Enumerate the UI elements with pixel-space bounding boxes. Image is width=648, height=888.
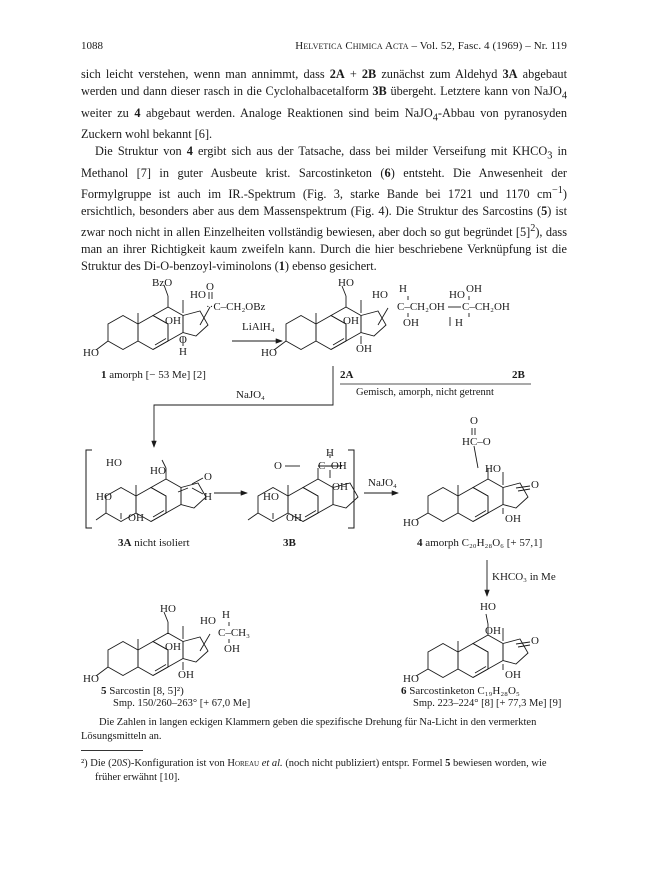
compound-3b-structure	[248, 447, 358, 549]
label: OH	[286, 512, 302, 524]
compound-ref: 3B	[372, 84, 387, 99]
compound-1-caption: 1 amorph [− 53 Me] [2]	[101, 369, 206, 381]
reagent-label: KHCO₃ in Me	[492, 571, 556, 583]
compound-5-melting-point: Smp. 150/260–263° [+ 67,0 Me]	[113, 698, 251, 709]
label: BzO	[152, 277, 173, 289]
label: H	[179, 346, 187, 358]
text-run: Die Struktur von	[95, 144, 187, 159]
label: H	[204, 491, 212, 503]
reagent-label: NaJO₄	[236, 389, 265, 401]
label: C–CH₂OH	[462, 301, 510, 313]
label: OH	[224, 643, 240, 655]
mixture-2a-2b	[333, 366, 531, 398]
superscript: −1	[551, 184, 563, 196]
compound-2b-structure	[448, 283, 510, 329]
text-run: ) ist zwar noch nicht in allen Einzelheiten vollständig bewiesen, aber doch so gut begründet [5]	[81, 204, 567, 240]
compound-3a-caption: 3A nicht isoliert	[118, 537, 190, 549]
label: OH	[403, 317, 419, 329]
text-run: weiter zu	[81, 105, 135, 120]
label: HO	[263, 491, 279, 503]
arrow-najo4-1	[154, 389, 333, 447]
label: OH	[178, 669, 194, 681]
text-run: abgebaut werden. Analoge Reaktionen sind beim NaJO	[140, 105, 433, 120]
label: C–CH₂OH	[397, 301, 445, 313]
arrow-khco3	[487, 560, 556, 596]
label: HO	[106, 457, 122, 469]
subscript: 3	[547, 150, 553, 162]
label: O	[274, 460, 282, 472]
compound-ref: 4	[186, 144, 193, 159]
footnote-rule	[81, 750, 143, 751]
text-run: in Methanol [7] in guter Ausbeute krist. Sarcostinketon (	[81, 144, 568, 180]
compound-6-melting-point: Smp. 223–224° [8] [+ 77,3 Me] [9]	[413, 698, 562, 709]
compound-5-structure	[83, 603, 250, 709]
label: HO	[83, 347, 99, 359]
compound-4-caption: 4 amorph C₂₀H₂₈O₆ [+ 57,1]	[417, 537, 543, 549]
compound-ref: 2A	[329, 67, 345, 81]
text-run: ) entsteht. Die Anwesenheit der Formylgruppe ist auch im IR.-Spektrum (Fig. 3, starke Bande bei 1721 und 1170 cm	[81, 165, 567, 202]
compound-6-structure	[401, 601, 561, 709]
text-run: ergibt sich aus der Tatsache, dass bei milder Verseifung mit KHCO	[192, 144, 548, 159]
text-run: sich leicht verstehen, wenn man annimmt, dass	[81, 67, 330, 81]
label: OH	[165, 315, 181, 327]
label: OH	[356, 343, 372, 355]
text-run: -Abbau von pyranosyden Zuckern wohl bekannt [6].	[81, 105, 568, 142]
label: O	[179, 334, 187, 346]
arrow-lialh4	[232, 321, 282, 341]
text-run: ), dass man an ihrer Richtigkeit kaum zweifeln kann. Durch die hier beschriebene Verknüpfung ist die Struktur des Di-O-benzoyl-viminolons (	[81, 225, 567, 274]
label: HO	[403, 517, 419, 529]
label: C–OH	[318, 460, 347, 472]
label: HO	[261, 347, 277, 359]
label: O	[531, 479, 539, 491]
compound-ref: 2B	[361, 67, 377, 81]
text-run: Die (20	[87, 758, 123, 769]
scheme-note	[81, 716, 567, 744]
subscript: 4	[432, 112, 438, 124]
label: OH	[128, 512, 144, 524]
intermediate-brackets	[86, 450, 354, 528]
footnote-mark: 2	[530, 223, 536, 235]
label: HO	[83, 673, 99, 685]
label: O	[204, 471, 212, 483]
compound-ref: 4	[134, 105, 141, 120]
text-run: abgebaut werden und dann dieser rasch in die Cyclohalbacetalform	[81, 67, 567, 99]
label: O	[531, 635, 539, 647]
label: HO	[485, 463, 501, 475]
label: H	[455, 317, 463, 329]
label: OH	[343, 315, 359, 327]
compound-ref: 1	[278, 259, 285, 274]
label: HO	[150, 465, 166, 477]
compound-4-structure	[403, 415, 542, 549]
label: OH	[485, 625, 501, 637]
compound-2a-number: 2A	[340, 369, 354, 381]
label: OH	[165, 641, 181, 653]
label: HO	[449, 289, 465, 301]
label: HO	[160, 603, 176, 615]
text-run: (noch nicht publiziert) entspr. Formel	[282, 758, 446, 769]
label: HO	[480, 601, 496, 613]
text-run: bewiesen worden, wie früher erwähnt [10].	[95, 758, 547, 783]
label: OH	[505, 669, 521, 681]
compound-ref: 3A	[502, 67, 518, 81]
text-run: übergeht. Letztere kann von NaJO	[386, 84, 562, 99]
label: HO	[96, 491, 112, 503]
text-run: ) ebenso gesichert.	[284, 259, 377, 274]
label: H	[222, 609, 230, 621]
label: HO	[190, 289, 206, 301]
note-text: Die Zahlen in langen eckigen Klammern geben die spezifische Drehung für Na-Licht in den vermerkten Lösungsmitteln an.	[81, 717, 537, 742]
text-run: +	[344, 67, 362, 81]
compound-2b-number: 2B	[512, 369, 525, 381]
label: H	[326, 447, 334, 459]
reagent-label: LiAlH₄	[242, 321, 275, 333]
reagent-label: NaJO₄	[368, 477, 397, 489]
label: ··C–CH₂OBz	[206, 301, 266, 313]
author-name: Horeau	[227, 758, 260, 769]
label: HC–O	[462, 436, 491, 448]
label: O	[470, 415, 478, 427]
label: OH	[332, 481, 348, 493]
compound-5-caption: 5 Sarcostin [8, 5]²)	[101, 685, 184, 697]
footnote-mark: ²)	[81, 758, 88, 769]
compound-3b-number: 3B	[283, 537, 296, 549]
label: H	[399, 283, 407, 295]
text-run: et al.	[259, 758, 283, 769]
subscript: 4	[561, 90, 567, 102]
text-run: ) ersichtlich, besonders aber aus dem Massenspektrum (Fig. 4). Die Struktur des Sarcostins (	[81, 187, 567, 219]
label: OH	[466, 283, 482, 295]
text-run: zunächst zum Aldehyd	[376, 67, 503, 81]
label: C–CH₃	[218, 627, 250, 639]
text-run: )-Konfiguration ist von	[127, 758, 228, 769]
compound-1-structure	[83, 277, 266, 381]
label: OH	[505, 513, 521, 525]
page-number: 1088	[81, 40, 103, 52]
arrow-najo4-2	[364, 477, 398, 493]
mixture-caption: Gemisch, amorph, nicht getrennt	[356, 387, 494, 398]
label: O	[206, 281, 214, 293]
compound-ref: 5	[445, 758, 451, 769]
footnote	[81, 757, 567, 785]
compound-2a-structure	[261, 277, 445, 359]
compound-ref: 5	[541, 204, 548, 219]
compound-3a-structure	[96, 457, 212, 549]
journal-name: Helvetica Chimica Acta	[295, 40, 409, 52]
label: HO	[338, 277, 354, 289]
compound-6-caption: 6 Sarcostinketon C₁₉H₂₈O₅	[401, 685, 520, 697]
text-run: S	[122, 758, 128, 769]
label: HO	[372, 289, 388, 301]
label: HO	[403, 673, 419, 685]
compound-ref: 6	[384, 165, 391, 180]
volume-info: – Vol. 52, Fasc. 4 (1969) – Nr. 119	[408, 40, 567, 52]
label: HO	[200, 615, 216, 627]
